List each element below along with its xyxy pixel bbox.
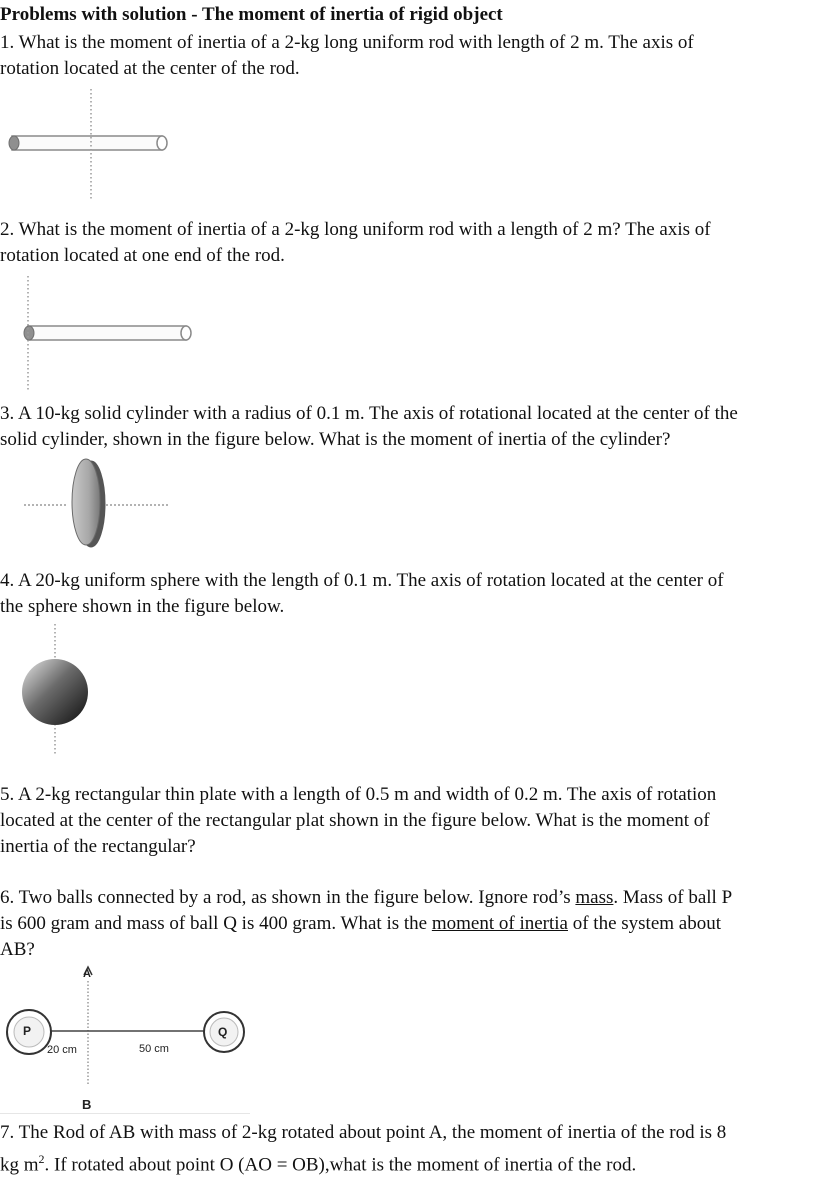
distance-label-right: 50 cm bbox=[139, 1043, 169, 1055]
problem-1-line-2: rotation located at the center of the rod. bbox=[0, 58, 300, 79]
problem-1-line-1: 1. What is the moment of inertia of a 2-kg long uniform rod with length of 2 m. The axis of bbox=[0, 32, 694, 53]
moment-of-inertia-link[interactable]: moment of inertia bbox=[431, 913, 568, 934]
problem-3-text bbox=[0, 401, 738, 453]
figure-rod-center-axis bbox=[0, 85, 816, 205]
label-a: A bbox=[83, 968, 91, 980]
figure-two-balls-rod bbox=[0, 963, 816, 1113]
problem-3-line-1: 3. A 10-kg solid cylinder with a radius of 0.1 m. The axis of rotational located at the center of the bbox=[0, 403, 738, 424]
problem-7-text bbox=[0, 1120, 726, 1178]
problem-4-text bbox=[0, 568, 724, 620]
superscript-2: 2 bbox=[38, 1152, 45, 1166]
problem-2-text bbox=[0, 217, 711, 269]
problem-7-line-1: 7. The Rod of AB with mass of 2-kg rotated about point A, the moment of inertia of the rod is 8 bbox=[0, 1122, 727, 1143]
problem-6-line-2: is 600 gram and mass of ball Q is 400 gram. What is the moment of inertia of the system about bbox=[0, 913, 722, 934]
ball-p-label: P bbox=[23, 1024, 32, 1038]
problem-4-line-2: the sphere shown in the figure below. bbox=[0, 596, 285, 617]
label-b: B bbox=[82, 1097, 92, 1112]
divider bbox=[0, 1113, 250, 1114]
problem-5-line-3: inertia of the rectangular? bbox=[0, 836, 196, 857]
page-title: Problems with solution - The moment of inertia of rigid object bbox=[0, 4, 503, 25]
problem-4-line-1: 4. A 20-kg uniform sphere with the length of 0.1 m. The axis of rotation located at the center of bbox=[0, 570, 724, 591]
distance-label-left: 20 cm bbox=[47, 1044, 77, 1056]
problem-6-line-1: 6. Two balls connected by a rod, as shown in the figure below. Ignore rod’s mass. Mass of ball P bbox=[0, 887, 733, 908]
problem-6-text bbox=[0, 885, 732, 963]
figure-rod-end-axis bbox=[0, 272, 816, 397]
problem-2-line-1: 2. What is the moment of inertia of a 2-kg long uniform rod with a length of 2 m? The axis of bbox=[0, 219, 711, 240]
problem-1-text bbox=[0, 30, 694, 82]
problem-5-text bbox=[0, 782, 716, 860]
problem-5-line-1: 5. A 2-kg rectangular thin plate with a length of 0.5 m and width of 0.2 m. The axis of rotation bbox=[0, 784, 717, 805]
problem-2-line-2: rotation located at one end of the rod. bbox=[0, 245, 285, 266]
problem-7-line-2: kg $m^2$. If rotated about point O (AO = OB),what is the moment of inertia of the rod. bbox=[0, 1152, 637, 1176]
problem-5-line-2: located at the center of the rectangular plat shown in the figure below. What is the moment of bbox=[0, 810, 710, 831]
ball-q-label: Q bbox=[218, 1025, 228, 1039]
figure-solid-cylinder bbox=[0, 456, 816, 556]
problem-6-line-3: AB? bbox=[0, 939, 35, 960]
mass-link[interactable]: mass bbox=[575, 887, 614, 908]
problem-3-line-2: solid cylinder, shown in the figure below. What is the moment of inertia of the cylinder? bbox=[0, 429, 671, 450]
figure-uniform-sphere bbox=[0, 622, 816, 757]
